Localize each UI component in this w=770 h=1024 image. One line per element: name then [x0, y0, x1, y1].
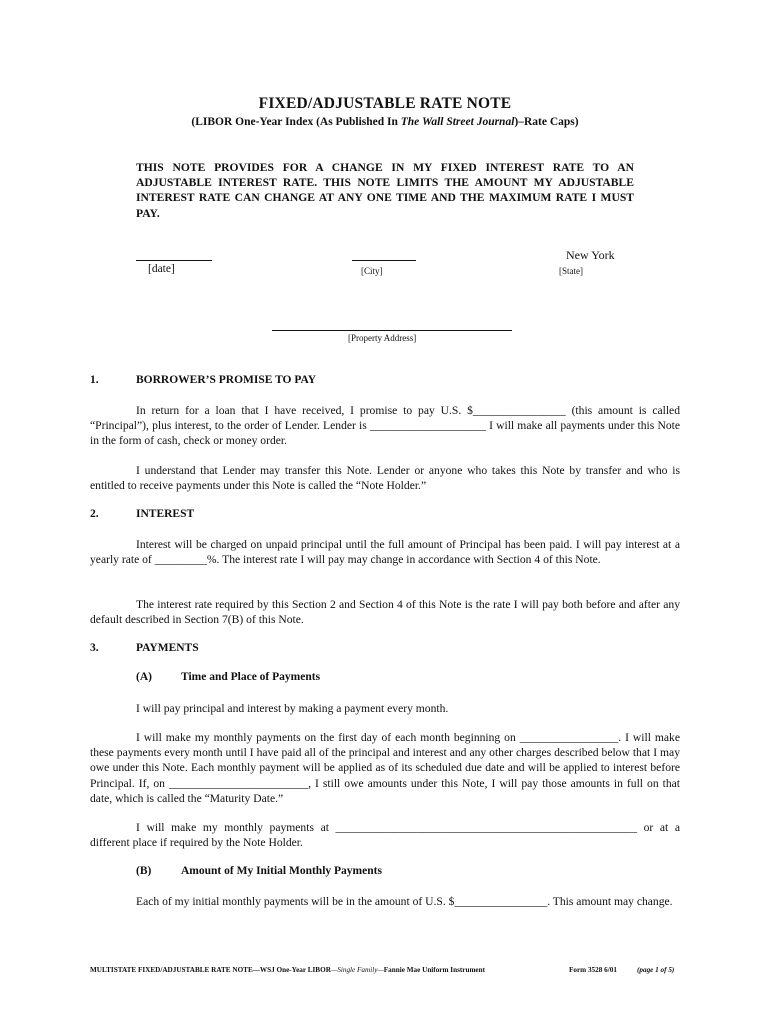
date-line: [136, 260, 212, 261]
document-subtitle: [0, 116, 770, 128]
subsection-b-paragraph-1-text: Each of my initial monthly payments will be in the amount of U.S. $________________. This amount may change.: [136, 895, 673, 908]
footer-form-number: Form 3528 6/01: [569, 966, 617, 974]
subsection-a-paragraph-2-text: I will make my monthly payments on the first day of each month beginning on _________________. I will make these payments every month until I have paid all of the principal and interest and any other charges described below that I may owe under this Note. Each monthly payment will be applied as of its scheduled due date and will be applied to interest before Principal. If, on ________________________, I still owe amounts under this Note, I will pay those amounts in full on that date, which is called the “Maturity Date.”: [90, 731, 680, 805]
subsection-a-paragraph-3: [90, 820, 680, 850]
subsection-a-paragraph-3-text: I will make my monthly payments at ____________________________________________________ or at a different place if required by the Note Holder.: [90, 821, 680, 850]
subtitle-suffix: )–Rate Caps): [514, 116, 579, 128]
document-title: FIXED/ADJUSTABLE RATE NOTE: [258, 95, 512, 112]
subsection-a-heading: Time and Place of Payments: [181, 671, 321, 683]
subtitle-prefix: (LIBOR One-Year Index (As Published In: [191, 116, 401, 128]
footer-form-title: MULTISTATE FIXED/ADJUSTABLE RATE NOTE—WSJ One-Year LIBOR: [90, 966, 331, 974]
subtitle-publication: The Wall Street Journal: [400, 116, 515, 128]
section-1-number: 1.: [90, 374, 99, 386]
section-1-paragraph-1-text: In return for a loan that I have received, I promise to pay U.S. $________________ (this amount is called “Principal”), plus interest, to the order of Lender. Lender is ____________________ I will make all payments under this Note in the form of cash, check or money order.: [90, 404, 680, 448]
subsection-a-paragraph-1-text: I will pay principal and interest by making a payment every month.: [136, 702, 449, 715]
footer-page-number: (page 1 of 5): [637, 966, 675, 974]
property-address-line: [272, 330, 512, 331]
section-3-heading: PAYMENTS: [136, 642, 199, 654]
section-2-heading: INTEREST: [136, 508, 195, 520]
subsection-b-heading: Amount of My Initial Monthly Payments: [181, 865, 382, 877]
rate-change-notice: THIS NOTE PROVIDES FOR A CHANGE IN MY FIXED INTEREST RATE TO AN ADJUSTABLE INTEREST RATE. THIS NOTE LIMITS THE AMOUNT MY ADJUSTABLE INTEREST RATE CAN CHANGE AT ANY ONE TIME AND THE MAXIMUM RATE I MUST PAY.: [136, 161, 634, 220]
section-1-paragraph-1: [90, 403, 680, 449]
property-address-label: [Property Address]: [348, 333, 417, 343]
section-1-paragraph-2: [90, 463, 680, 493]
subsection-b-label: (B): [136, 865, 152, 877]
section-2-paragraph-2: [90, 597, 680, 627]
section-2-number: 2.: [90, 508, 99, 520]
footer-instrument: Fannie Mae Uniform Instrument: [383, 966, 486, 974]
section-1-paragraph-2-text: I understand that Lender may transfer this Note. Lender or anyone who takes this Note by transfer and who is entitled to receive payments under this Note is called the “Note Holder.”: [90, 464, 680, 493]
page-footer: [90, 966, 485, 974]
city-label: [City]: [361, 266, 383, 276]
subsection-a-paragraph-2: [90, 730, 680, 806]
footer-family-type: —Single Family—: [330, 966, 384, 974]
subsection-b-paragraph-1: [90, 894, 680, 909]
date-label: [date]: [148, 263, 175, 275]
section-2-paragraph-1: [90, 537, 680, 567]
subsection-a-paragraph-1: [90, 701, 680, 716]
state-value: New York: [566, 248, 615, 262]
section-3-number: 3.: [90, 642, 99, 654]
subsection-a-label: (A): [136, 671, 152, 683]
section-2-paragraph-2-text: The interest rate required by this Section 2 and Section 4 of this Note is the rate I will pay both before and after any default described in Section 7(B) of this Note.: [90, 598, 680, 627]
city-line: [352, 260, 416, 261]
state-label: [State]: [559, 266, 583, 276]
section-2-paragraph-1-text: Interest will be charged on unpaid principal until the full amount of Principal has been paid. I will pay interest at a yearly rate of _________%. The interest rate I will pay may change in accordance with Section 4 of this Note.: [90, 538, 680, 567]
section-1-heading: BORROWER’S PROMISE TO PAY: [136, 374, 317, 386]
